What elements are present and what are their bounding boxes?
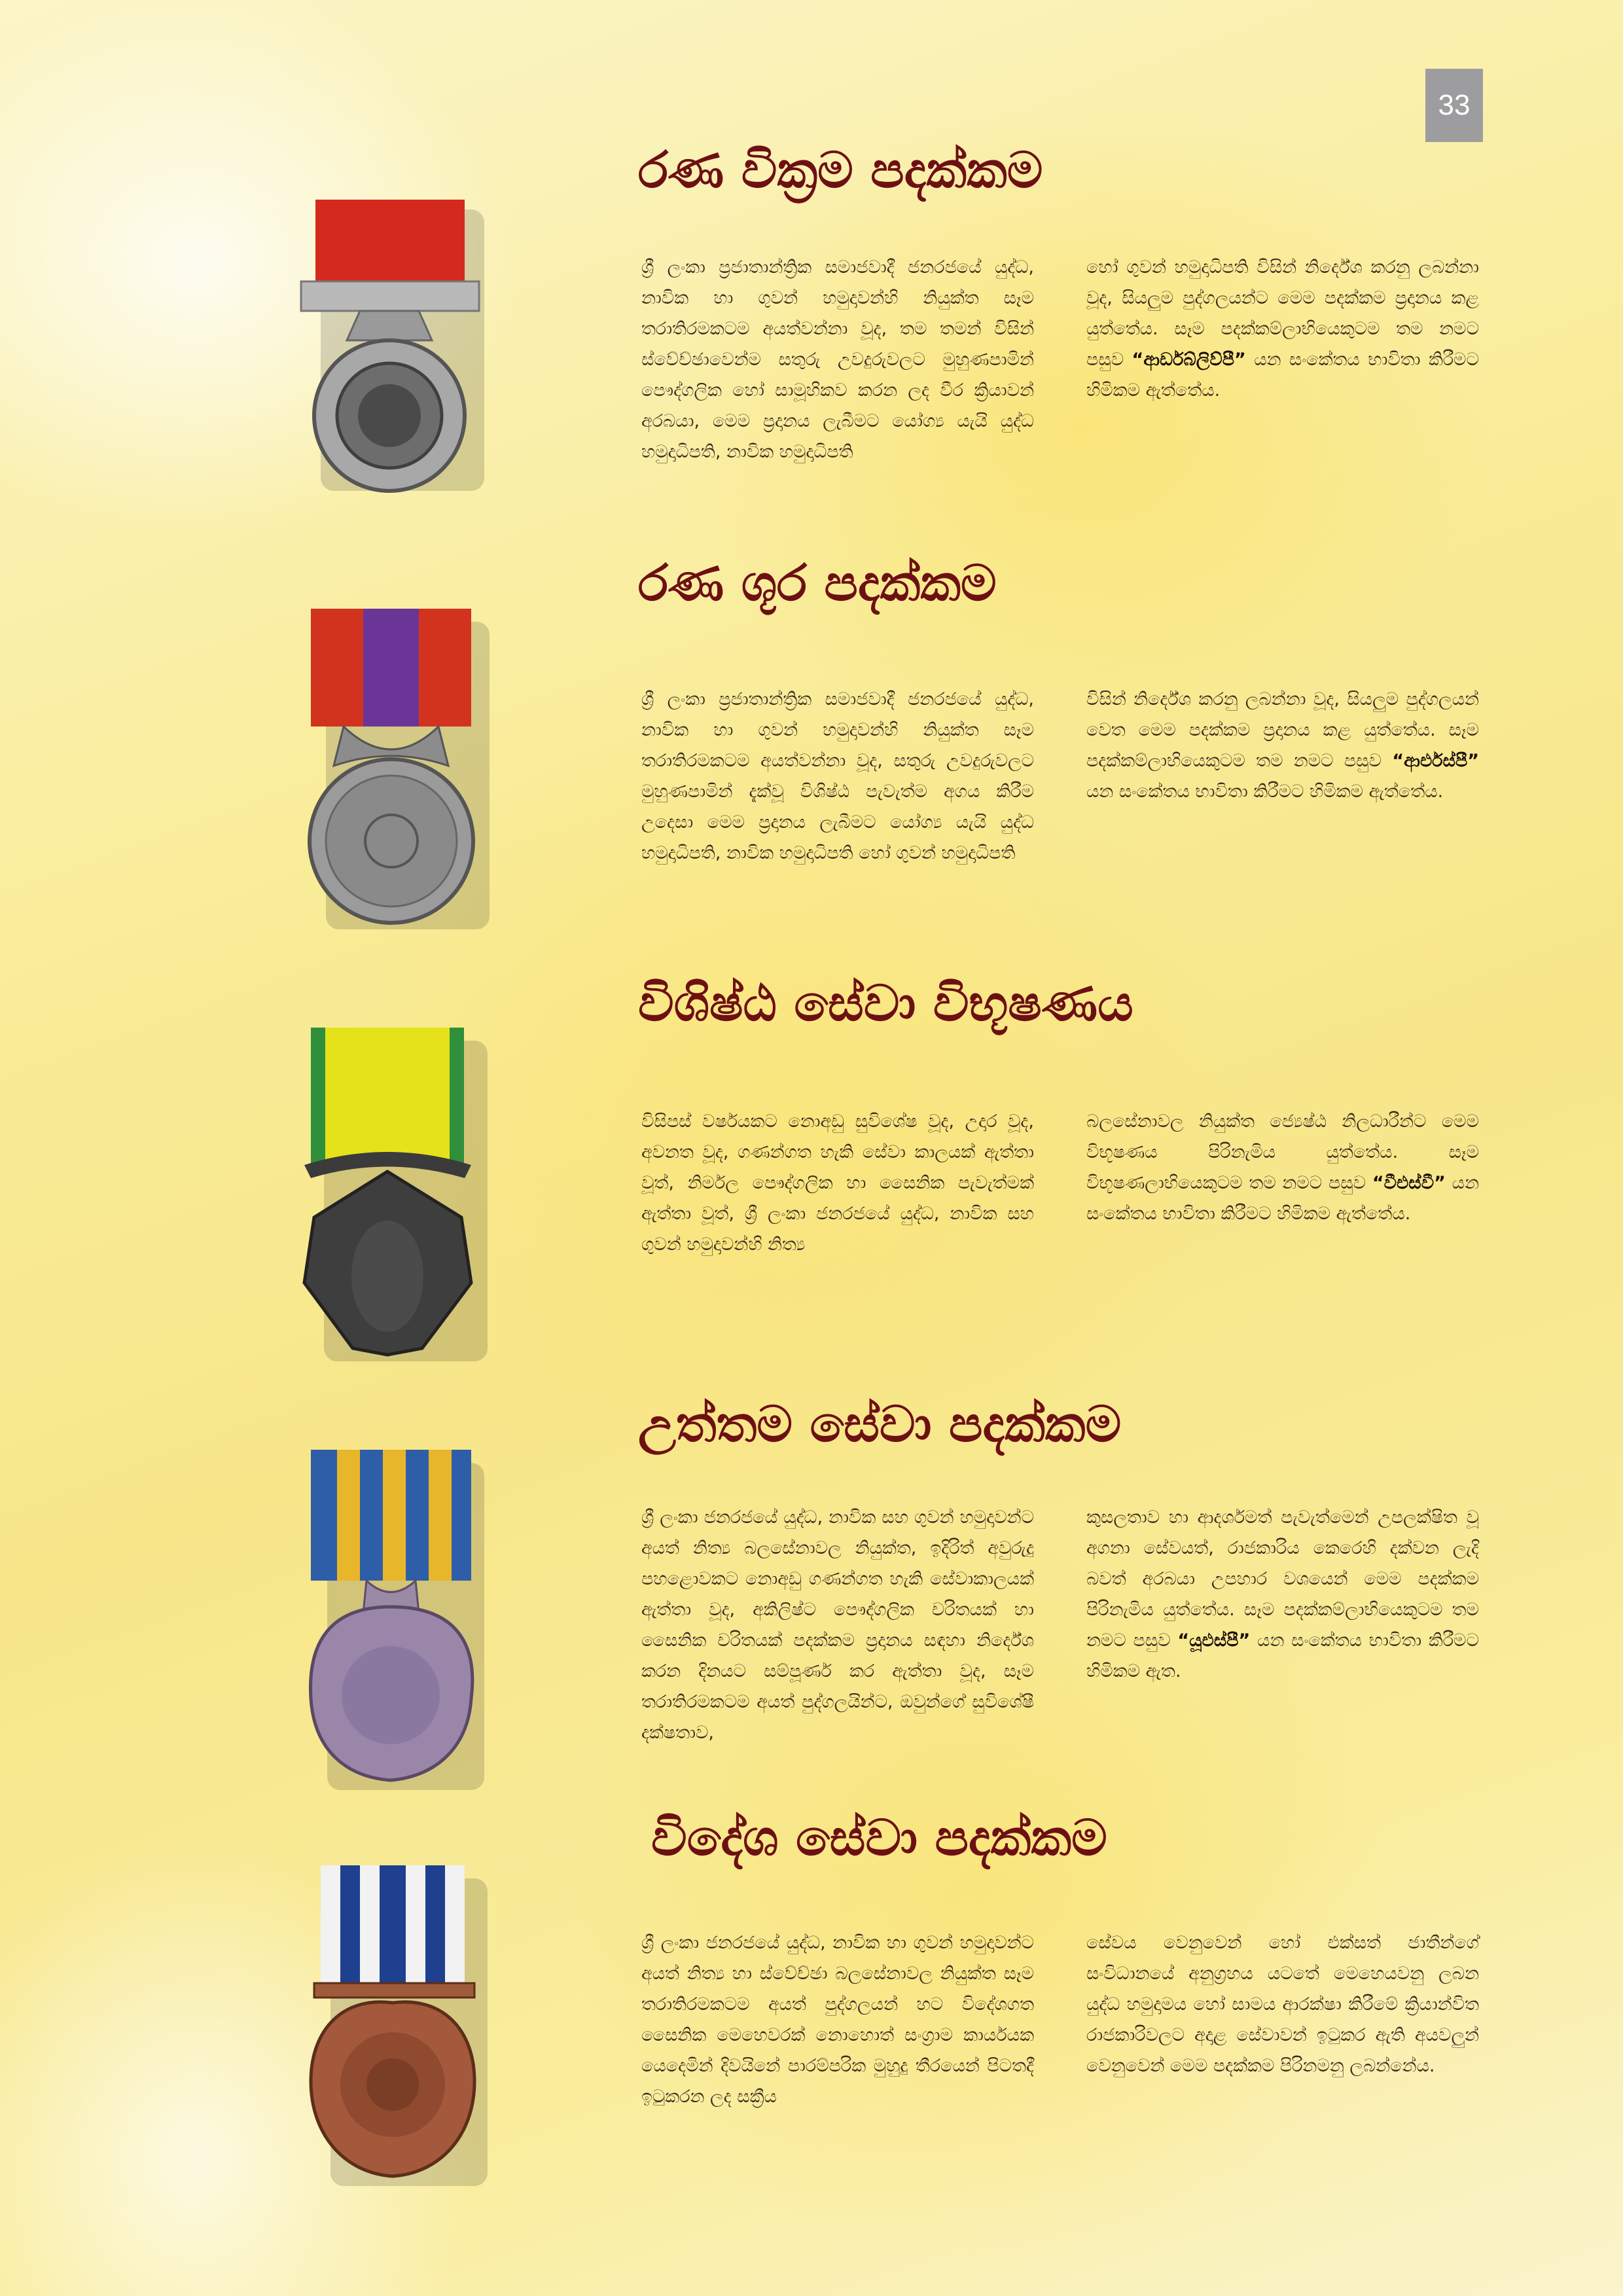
ribbon-stripe <box>452 1450 471 1581</box>
section-body-col1: ශ්‍රී ලංකා ජනරජයේ යුද්ධ, නාවික හා ගුවන් හමුදාවන්ට අයත් නිත්‍ය හා ස්වේච්ඡා බලසේනාවල නියුක්ත සෑම තරාතිරමකටම අයත් පුද්ගලයන් හට විදේශගත සෛනික මෙහෙවරක් නොහොත් සංග්‍රාම කාර්යයක යෙදෙමින් දිවයිනේ පාරම්පරික මුහුදු තීරයෙන් පිටතදී ඉටුකරන ලද සක්‍රීය <box>641 1933 1034 2107</box>
ribbon-stripe <box>340 1865 360 1983</box>
body-text: යන සංකේතය භාවිතා කිරීමට හිමිකම ඇත්තේය. <box>1086 1173 1479 1224</box>
section-body-col2 <box>1086 684 1479 807</box>
body-text: යන සංකේතය භාවිතා කිරීමට හිමිකම ඇත්තේය. <box>1086 350 1479 401</box>
section-title: විදේශ සේවා පදක්කම <box>651 1808 1107 1867</box>
body-text: හෝ ගුවන් හමුදාධිපති විසින් නිර්දේශ කරනු ලබන්නා වූද, සියලුම පුද්ගලයන්ට මෙම පදක්කම ප්‍රදානය කළ යුත්තේය. සෑම පදක්කම්ලාභියෙකුටම තම නමට පසුව <box>1086 257 1479 370</box>
ribbon-stripe <box>321 1865 340 1983</box>
body-text: සේවය වෙනුවෙන් හෝ එක්සත් ජාතීන්ගේ සංවිධානයේ අනුග්‍රහය යටතේ මෙහෙයවනු ලබන යුද්ධ හමුදාමය හෝ සාමය ආරක්ෂා කිරීමේ ක්‍රියාන්විත රාජකාරිවලට අදාළ සේවාවන් ඉටුකර ඇති අයවලුන් වෙනුවෙන් මෙම පදක්කම පිරිනමනු ලබන්නේය. <box>1086 1933 1479 2076</box>
ribbon-stripe <box>450 1028 464 1165</box>
medal-image <box>308 609 497 936</box>
ribbon-stripe <box>419 609 471 726</box>
section-body-col1: ශ්‍රී ලංකා ප්‍රජාතාන්ත්‍රික සමාජවාදී ජනරජයේ යුද්ධ, නාවික හා ගුවන් හමුදාවන්හි නියුක්ත සෑම තරාතිරමකටම අයත්වන්නා වූද, තම තමන් විසින් ස්වේච්ඡාවෙන්ම සතුරු උවදුරුවලට මුහුණපාමින් පෞද්ගලික හෝ සාමූහිකව කරන ලද වීර ක්‍රියාවන් අරබයා, මෙම ප්‍රදානය ලැබීමට යෝග්‍ය යැයි යුද්ධ හමුදාධිපති, නාවික හමුදාධිපති <box>641 257 1034 462</box>
section-body-col1: විසිපස් වර්ෂයකට නොඅඩු සුවිශේෂ වූද, උදාර වූද, අවනත වූද, ගණන්ගත හැකි සේවා කාලයක් ඇත්තා වූත්, නිර්මල පෞද්ගලික හා සෛනික පැවැත්මක් ඇත්තා වූත්, ශ්‍රී ලංකා ජනරජයේ යුද්ධ, නාවික සහ ගුවන් හමුදාවන්හි නිත්‍ය <box>641 1111 1034 1255</box>
ribbon-stripe <box>311 609 363 726</box>
body-text: බලසේනාවල නියුක්ත ජ්‍යෙෂ්ඨ නිලධාරීන්ට මෙම විභූෂණය පිරිනැමිය යුත්තේය. සෑම විභූෂණලාභියෙකුටම තම නමට පසුව <box>1086 1111 1479 1193</box>
ribbon-stripe <box>429 1450 452 1581</box>
section-body-col2 <box>1086 252 1479 406</box>
ribbon-stripe <box>445 1865 465 1983</box>
ribbon-stripe <box>363 609 419 726</box>
abbreviation: “යූඑස්පී” <box>1177 1630 1251 1651</box>
section-body-col1: ශ්‍රී ලංකා ජනරජයේ යුද්ධ, නාවික සහ ගුවන් හමුදාවන්ට අයත් නිත්‍ය බලසේනාවල නියුක්ත, ඉදිරිත් අවුරුදු පහළොවකට නොඅඩු ගණන්ගත හැකි සේවාකාලයක් ඇත්තා වූද, අකිලිෂ්ට පෞද්ගලික චරිතයක් හා සෛනික චරිතයක් පදක්කම ප්‍රදානය සඳහා නිර්දේශ කරන දිනයට සම්පූර්ණ කර ඇත්තා වූද, සෑම තරාතිරමකටම අයත් පුද්ගලයින්ට, ඔවුන්ගේ සුවිශේෂී දක්ෂතාව, <box>641 1507 1034 1743</box>
ribbon-stripe <box>337 1450 360 1581</box>
section-body-col1: ශ්‍රී ලංකා ප්‍රජාතාන්ත්‍රික සමාජවාදී ජනරජයේ යුද්ධ, නාවික හා ගුවන් හමුදාවන්හි නියුක්ත සෑම තරාතිරමකටම අයත්වන්නා වූද, සතුරු උවදුරුවලට මුහුණපාමින් දැක්වූ විශිෂ්ඨ පැවැත්ම අගය කිරීම උදෙසා මෙම ප්‍රදානය ලැබීමට යෝග්‍ය යැයි යුද්ධ හමුදාධිපති, නාවික හමුදාධිපති හෝ ගුවන් හමුදාධිපති <box>641 689 1034 863</box>
ribbon-stripe <box>383 1450 406 1581</box>
ribbon-stripe <box>325 1028 450 1165</box>
section-body-col2 <box>1086 1502 1479 1687</box>
ribbon <box>315 200 465 288</box>
section-title: විශිෂ්ඨ සේවා විභූෂණය <box>638 974 1133 1032</box>
section-title: උත්තම සේවා පදක්කම <box>638 1395 1122 1453</box>
body-text: විසින් නිර්දේශ කරනු ලබන්නා වූද, සියලුම පුද්ගලයන් වෙත මෙම පදක්කම ප්‍රදානය කළ යුත්තේය. සෑම පදක්කම්ලාභියෙකුටම තම නමට පසුව <box>1086 689 1479 771</box>
abbreviation: “ආර්ඩබ්ලිව්පී” <box>1132 350 1246 370</box>
ribbon-stripe <box>425 1865 445 1983</box>
ribbon-stripe <box>380 1865 406 1983</box>
abbreviation: “ආර්එස්පී” <box>1392 751 1480 771</box>
ribbon-stripe <box>360 1450 383 1581</box>
medal-image <box>304 1028 501 1368</box>
ribbon-stripe <box>406 1865 425 1983</box>
section-title: රණ වික්‍රම පදක්කම <box>638 141 1043 199</box>
ribbon-stripe <box>311 1028 325 1165</box>
section-title: රණ ශූර පදක්කම <box>638 554 997 612</box>
abbreviation: “වීඑස්වී” <box>1372 1173 1446 1193</box>
ribbon-stripe <box>311 1450 337 1581</box>
body-text: කුසලතාව හා ආදර්ශමත් පැවැත්මෙන් උපලක්ෂිත වූ අගනා සේවයත්, රාජකාරිය කෙරෙහි දක්වන ලැදි බවත් අරබයා උපහාර වශයෙන් මෙම පදක්කම පිරිනැමිය යුත්තේය. සෑම පදක්කම්ලාභියෙකුටම තම නමට පසුව <box>1086 1507 1479 1651</box>
section-body-col2 <box>1086 1928 1479 2081</box>
medal-image <box>311 1865 501 2193</box>
body-text: යන සංකේතය භාවිතා කිරීමට හිමිකම ඇත්තේය. <box>1086 781 1444 802</box>
body-text: යන සංකේතය භාවිතා කිරීමට හිමිකම ඇත. <box>1086 1630 1479 1681</box>
page-number: 33 <box>1425 69 1483 142</box>
section-body-col2 <box>1086 1106 1479 1229</box>
ribbon-stripe <box>406 1450 429 1581</box>
medal-image <box>308 1450 497 1797</box>
ribbon-stripe <box>360 1865 380 1983</box>
medal-image <box>301 196 497 511</box>
